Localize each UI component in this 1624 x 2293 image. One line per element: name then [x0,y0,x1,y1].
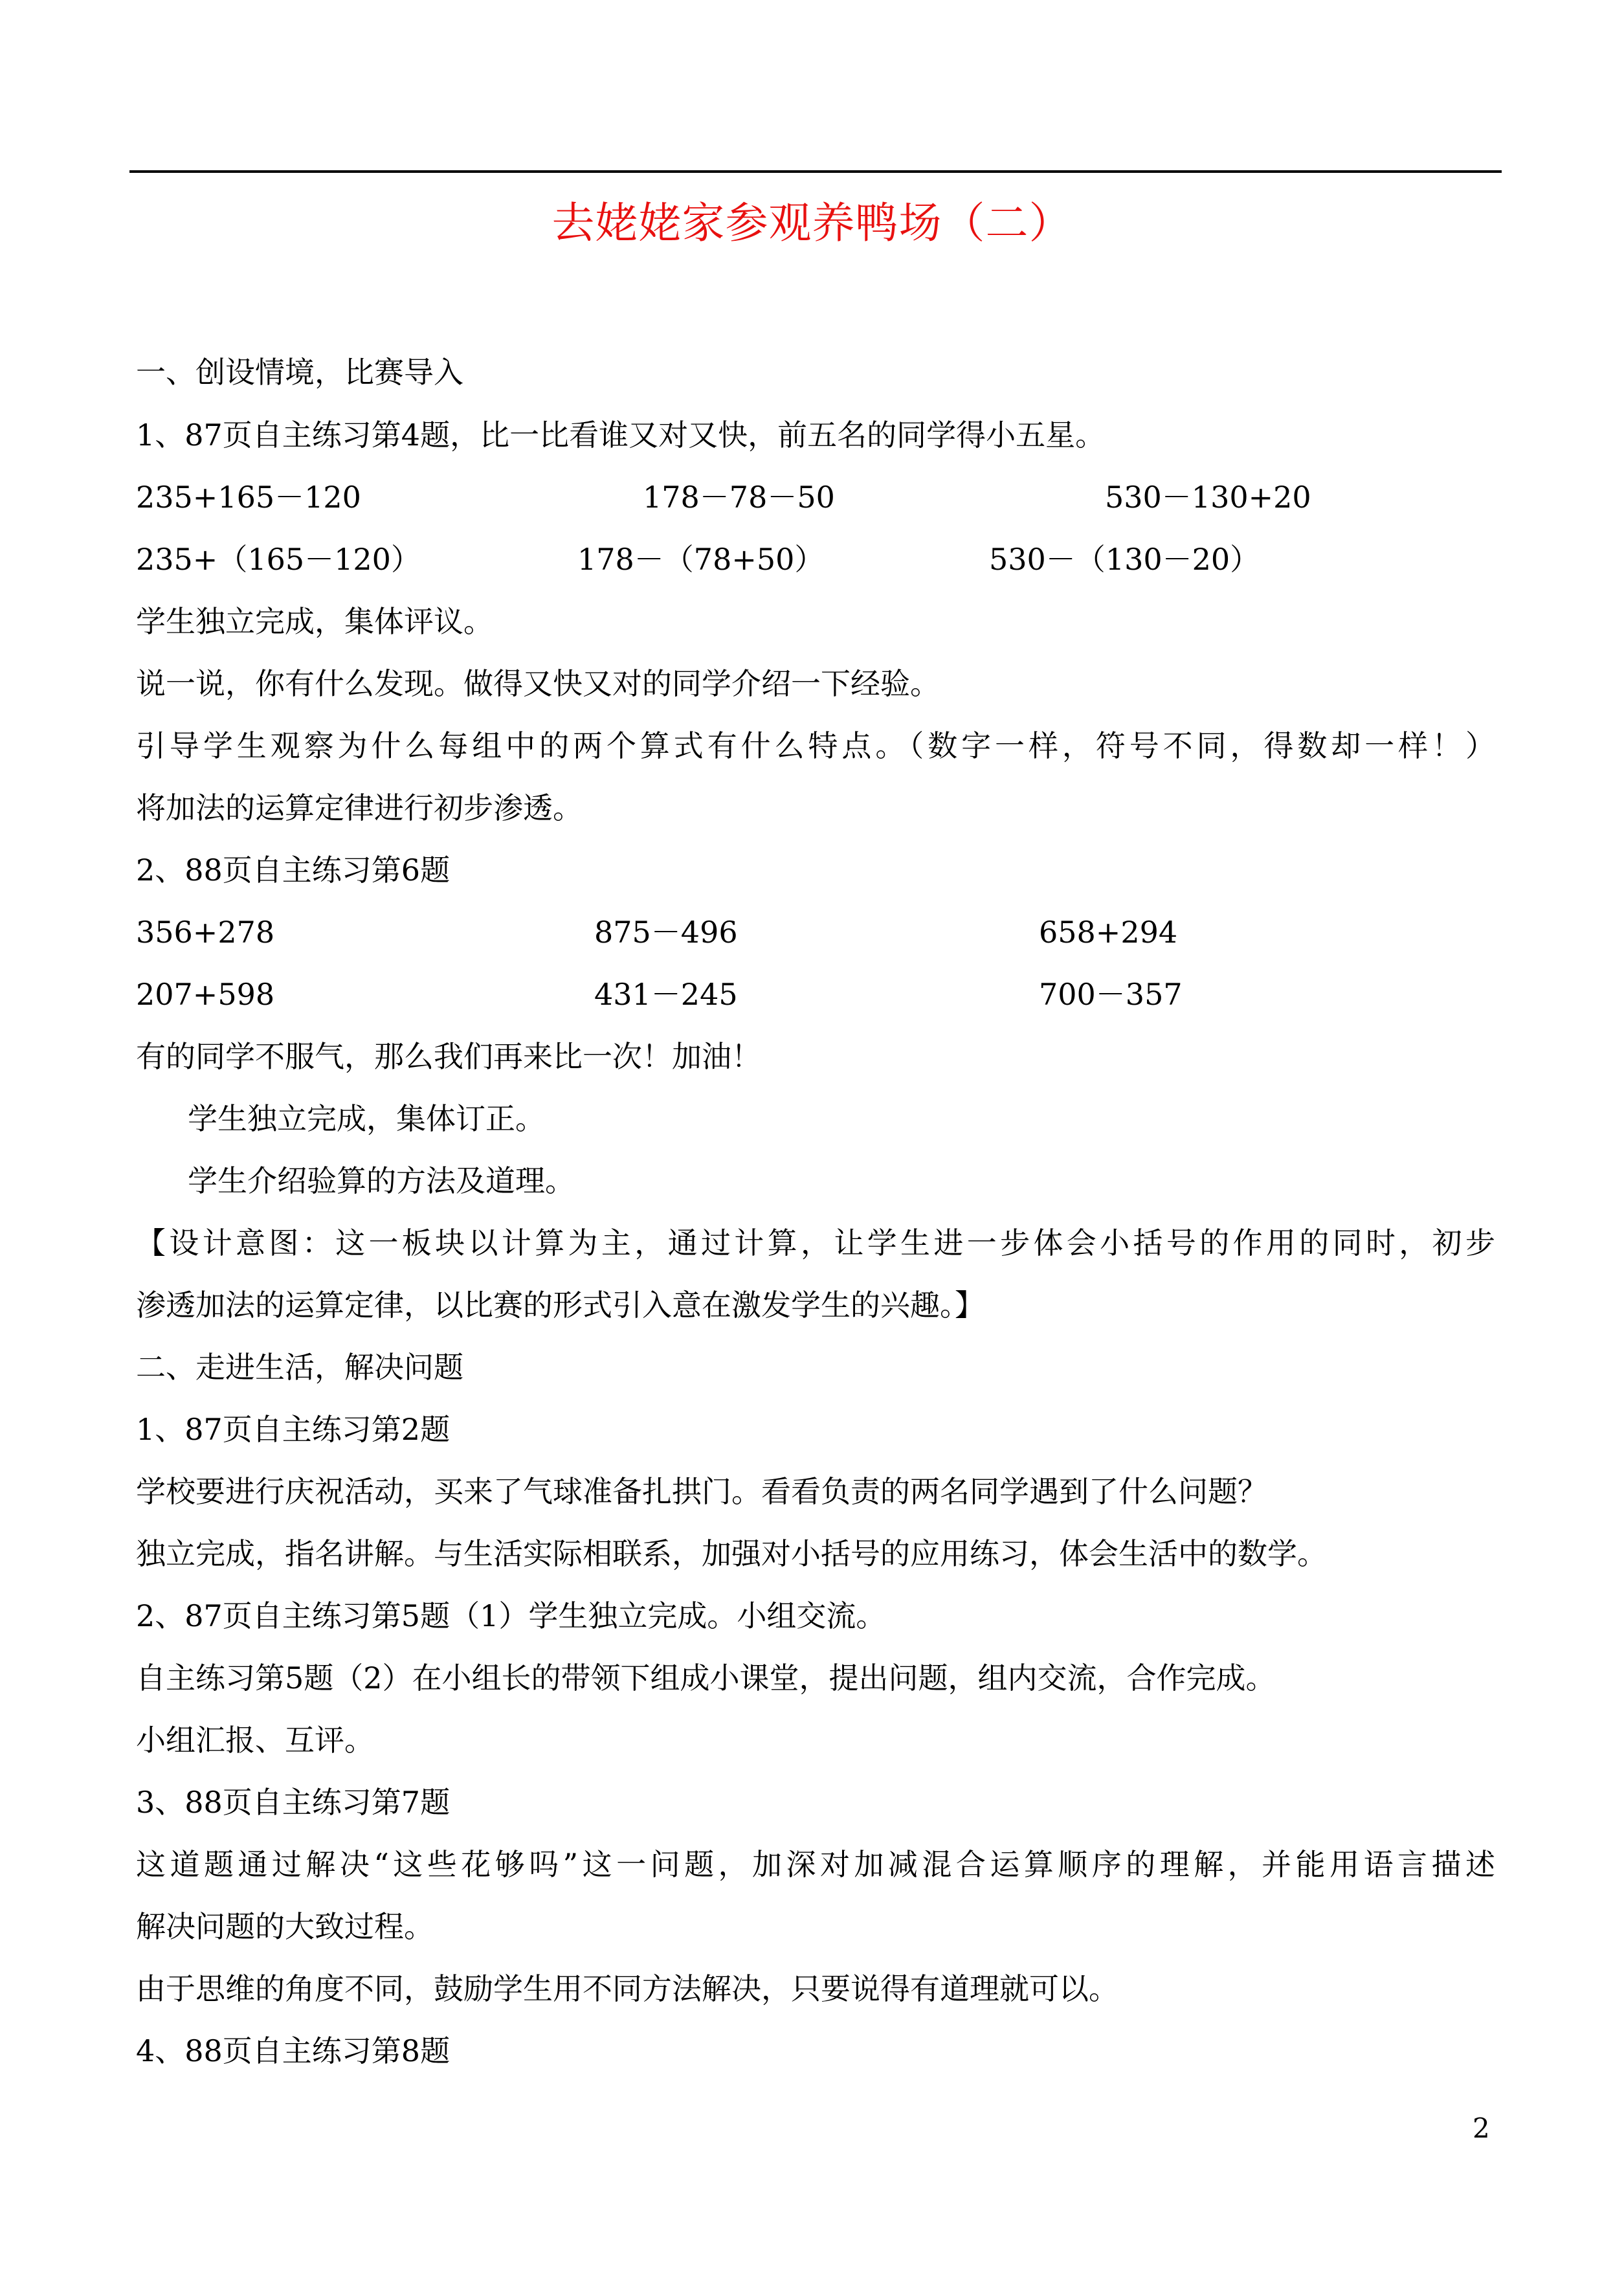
exercise-instruction: 3、88页自主练习第7题 [136,1785,450,1820]
paragraph: 学生独立完成，集体订正。 [188,1101,545,1136]
expression: 178－78－50 [643,480,835,515]
expression: 235+165－120 [136,480,361,515]
paragraph: 将加法的运算定律进行初步渗透。 [136,790,583,825]
expression: 875－496 [594,915,738,950]
paragraph: 由于思维的角度不同，鼓励学生用不同方法解决，只要说得有道理就可以。 [136,1971,1118,2006]
paragraph: 自主练习第5题（2）在小组长的带领下组成小课堂，提出问题，组内交流，合作完成。 [136,1661,1276,1695]
expression: 431－245 [594,977,738,1012]
paragraph: 独立完成，指名讲解。与生活实际相联系，加强对小括号的应用练习，体会生活中的数学。 [136,1536,1327,1571]
paragraph: 引导学生观察为什么每组中的两个算式有什么特点。（数字一样，符号不同，得数却一样！） [136,728,1495,763]
expression: 178－（78+50） [577,542,825,577]
expression: 530－（130－20） [989,542,1260,577]
document-title: 去姥姥家参观养鸭场（二） [551,198,1073,248]
paragraph: 学生介绍验算的方法及道理。 [188,1163,575,1198]
paragraph: 解决问题的大致过程。 [136,1909,434,1944]
design-intent-note: 【设计意图：这一板块以计算为主，通过计算，让学生进一步体会小括号的作用的同时，初步 [136,1225,1495,1260]
exercise-2-instruction: 2、88页自主练习第6题 [136,853,450,888]
paragraph: 小组汇报、互评。 [136,1723,374,1758]
exercise-instruction: 1、87页自主练习第2题 [136,1412,450,1447]
paragraph: 有的同学不服气，那么我们再来比一次！加油！ [136,1039,761,1074]
paragraph: 说一说，你有什么发现。做得又快又对的同学介绍一下经验。 [136,666,940,701]
exercise-1-instruction: 1、87页自主练习第4题，比一比看谁又对又快，前五名的同学得小五星。 [136,418,1106,453]
paragraph: 这道题通过解决“这些花够吗”这一问题，加深对加减混合运算顺序的理解，并能用语言描述 [136,1847,1495,1882]
expression: 235+（165－120） [136,542,421,577]
header-rule [129,170,1502,173]
design-intent-note: 渗透加法的运算定律，以比赛的形式引入意在激发学生的兴趣。】 [136,1288,984,1323]
page-number: 2 [1473,2112,1490,2144]
expression: 658+294 [1039,915,1178,950]
expression: 530－130+20 [1105,480,1311,515]
paragraph: 学生独立完成，集体评议。 [136,604,493,639]
exercise-instruction: 4、88页自主练习第8题 [136,2033,450,2068]
expression: 700－357 [1039,977,1183,1012]
section-1-heading: 一、创设情境，比赛导入 [136,355,463,390]
expression: 207+598 [136,977,275,1012]
expression: 356+278 [136,915,275,950]
section-2-heading: 二、走进生活，解决问题 [136,1350,463,1385]
exercise-instruction: 2、87页自主练习第5题（1）学生独立完成。小组交流。 [136,1598,886,1633]
paragraph: 学校要进行庆祝活动，买来了气球准备扎拱门。看看负责的两名同学遇到了什么问题？ [136,1474,1267,1509]
